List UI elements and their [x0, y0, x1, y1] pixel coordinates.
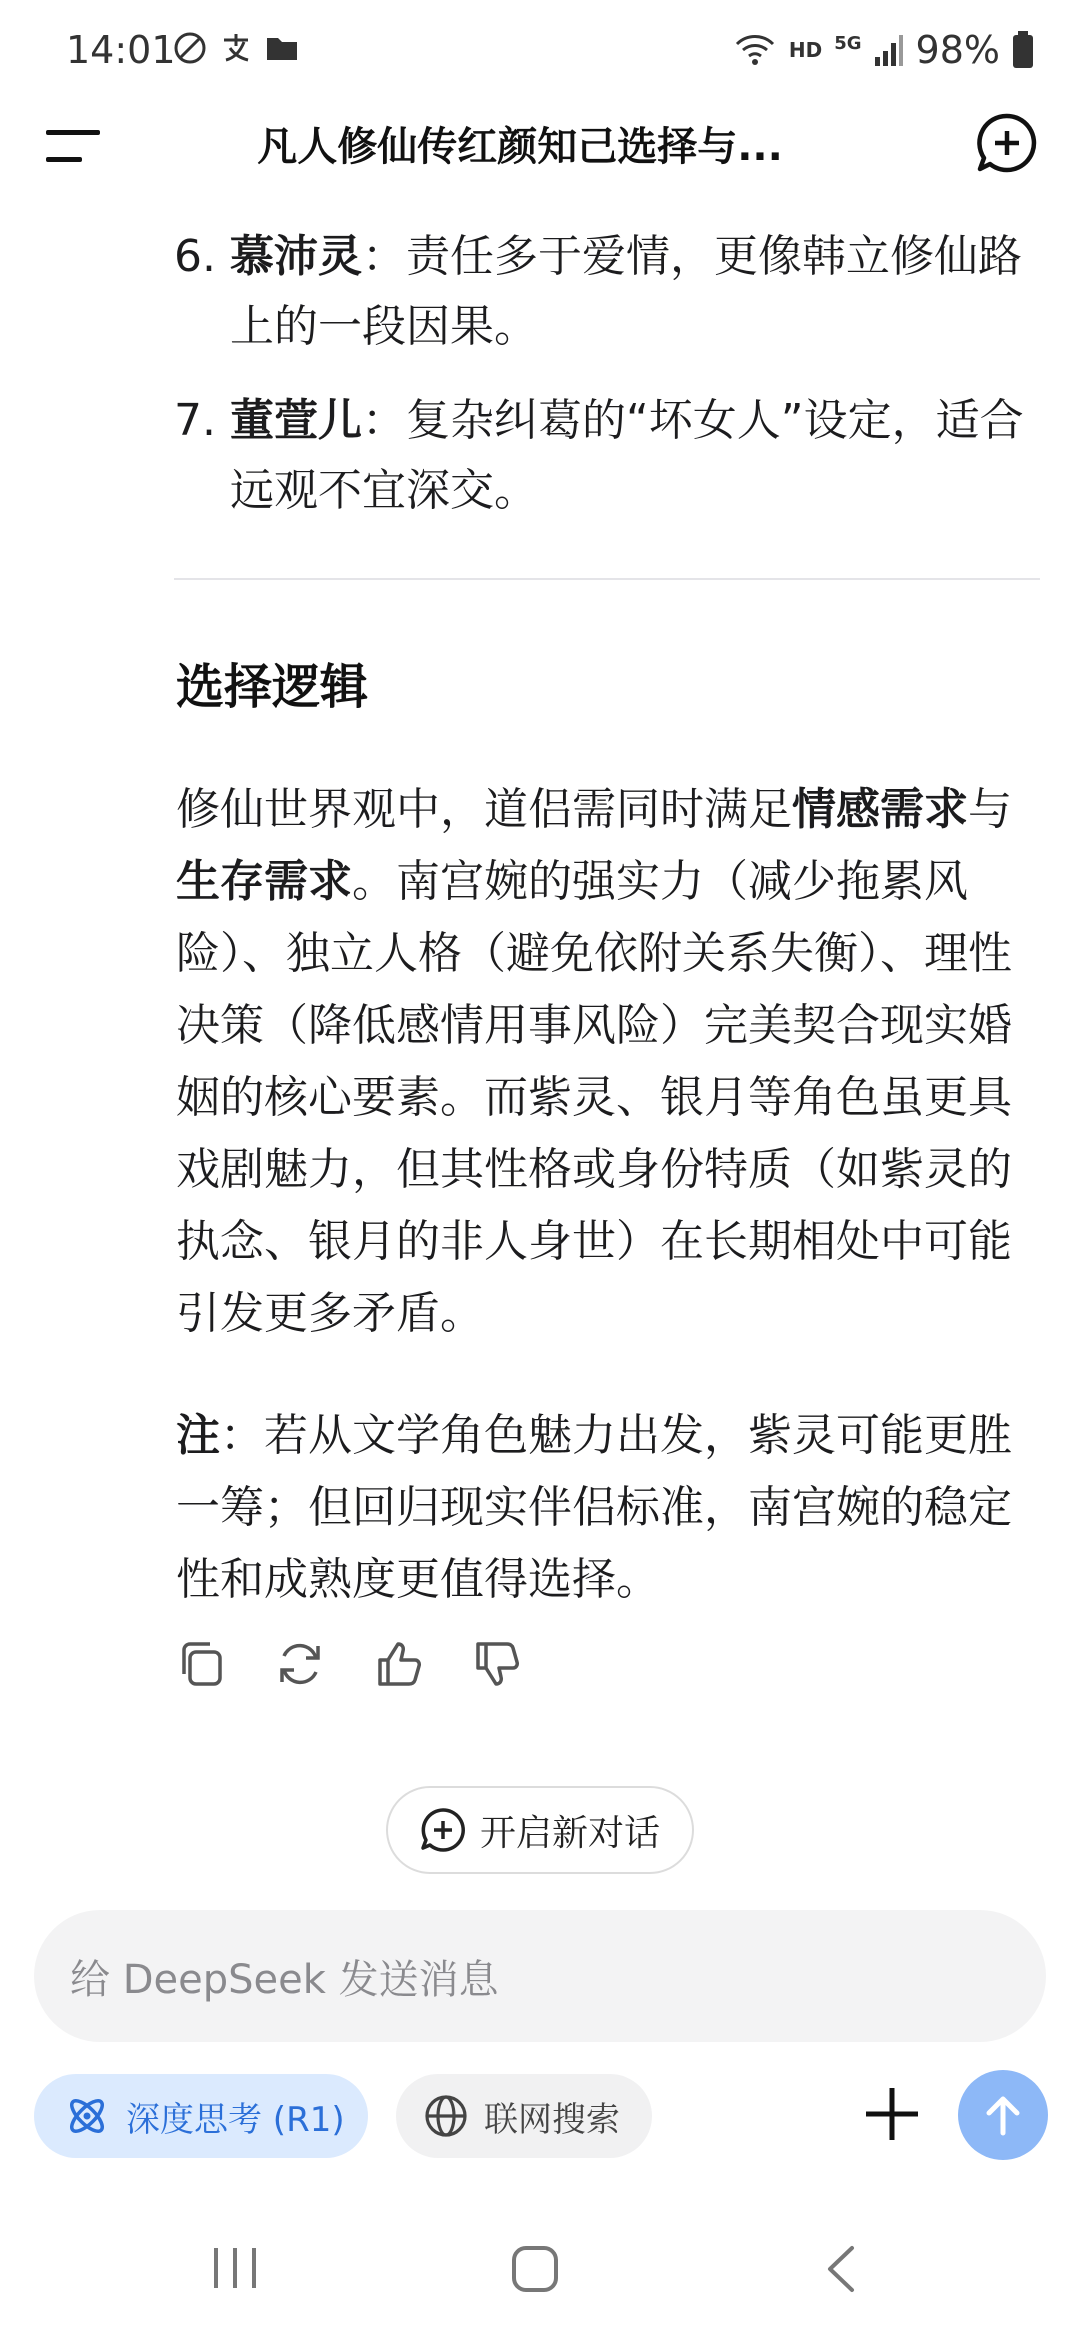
status-time: 14:01	[66, 28, 176, 72]
section-divider	[174, 578, 1040, 580]
list-separator: ：	[362, 395, 406, 446]
message-actions	[176, 1638, 522, 1690]
arrow-up-icon	[979, 2091, 1027, 2139]
paragraph-selection-logic	[176, 774, 1038, 1350]
web-search-label: 联网搜索	[484, 2099, 620, 2140]
message-input-placeholder: 给 DeepSeek 发送消息	[70, 1956, 499, 2003]
menu-icon[interactable]	[44, 126, 102, 166]
conversation-title[interactable]: 凡人修仙传红颜知己选择与...	[257, 124, 783, 170]
copy-icon[interactable]	[176, 1638, 228, 1690]
list-item-text: 复杂纠葛的“坏女人”设定，适合远观不宜深交。	[230, 395, 1024, 516]
wifi-icon	[733, 32, 777, 68]
list-separator: ：	[362, 231, 406, 282]
deep-think-toggle[interactable]	[34, 2074, 368, 2158]
signal-type: 5G	[834, 32, 862, 54]
home-icon[interactable]	[510, 2244, 560, 2294]
new-chat-icon[interactable]	[976, 112, 1038, 174]
back-icon[interactable]	[822, 2244, 858, 2294]
list-item	[174, 386, 1044, 526]
folder-icon	[264, 30, 300, 66]
list-number: 7.	[174, 395, 216, 446]
attach-plus-icon[interactable]	[860, 2082, 924, 2146]
section-heading: 选择逻辑	[176, 659, 369, 715]
status-right	[733, 28, 1034, 72]
globe-icon	[422, 2092, 470, 2140]
regenerate-icon[interactable]	[274, 1638, 326, 1690]
list-item-name: 慕沛灵	[230, 231, 362, 282]
list-number: 6.	[174, 231, 216, 282]
network-type: HD	[788, 38, 823, 62]
note-text: ：若从文学角色魅力出发，紫灵可能更胜一筹；但回归现实伴侣标准，南宫婉的稳定性和成熟度更值得选择。	[176, 1410, 1012, 1605]
new-conversation-button[interactable]	[386, 1786, 694, 1874]
paragraph-note	[176, 1400, 1038, 1616]
battery-percent: 98%	[915, 28, 1000, 72]
status-notification-icons	[172, 30, 300, 66]
list-item-name: 董萱儿	[230, 395, 362, 446]
para-text: 与	[968, 784, 1012, 835]
message-input[interactable]	[34, 1910, 1046, 2042]
atom-icon	[62, 2091, 112, 2141]
recent-apps-icon[interactable]	[210, 2244, 260, 2292]
battery-icon	[1012, 31, 1034, 69]
para-bold: 生存需求	[176, 856, 352, 907]
send-button[interactable]	[958, 2070, 1048, 2160]
web-search-toggle[interactable]	[396, 2074, 652, 2158]
signal-icon	[874, 33, 904, 67]
thumbs-down-icon[interactable]	[470, 1638, 522, 1690]
para-bold: 情感需求	[792, 784, 968, 835]
no-disturb-icon	[172, 30, 208, 66]
list-item	[174, 222, 1044, 362]
new-chat-icon	[420, 1807, 466, 1853]
list-item-text: 责任多于爱情，更像韩立修仙路上的一段因果。	[230, 231, 1022, 352]
note-label: 注	[176, 1410, 220, 1461]
thumbs-up-icon[interactable]	[372, 1638, 424, 1690]
deep-think-label: 深度思考 (R1)	[126, 2099, 345, 2140]
para-text: 。南宫婉的强实力（减少拖累风险）、独立人格（避免依附关系失衡）、理性决策（降低感情用事风险）完美契合现实婚姻的核心要素。而紫灵、银月等角色虽更具戏剧魅力，但其性格或身份特质（如紫灵的执念、银月的非人身世）在长期相处中可能引发更多矛盾。	[176, 856, 1012, 1339]
alipay-icon	[218, 30, 254, 66]
para-text: 修仙世界观中，道侣需同时满足	[176, 784, 792, 835]
new-conversation-label: 开启新对话	[479, 1812, 660, 1854]
